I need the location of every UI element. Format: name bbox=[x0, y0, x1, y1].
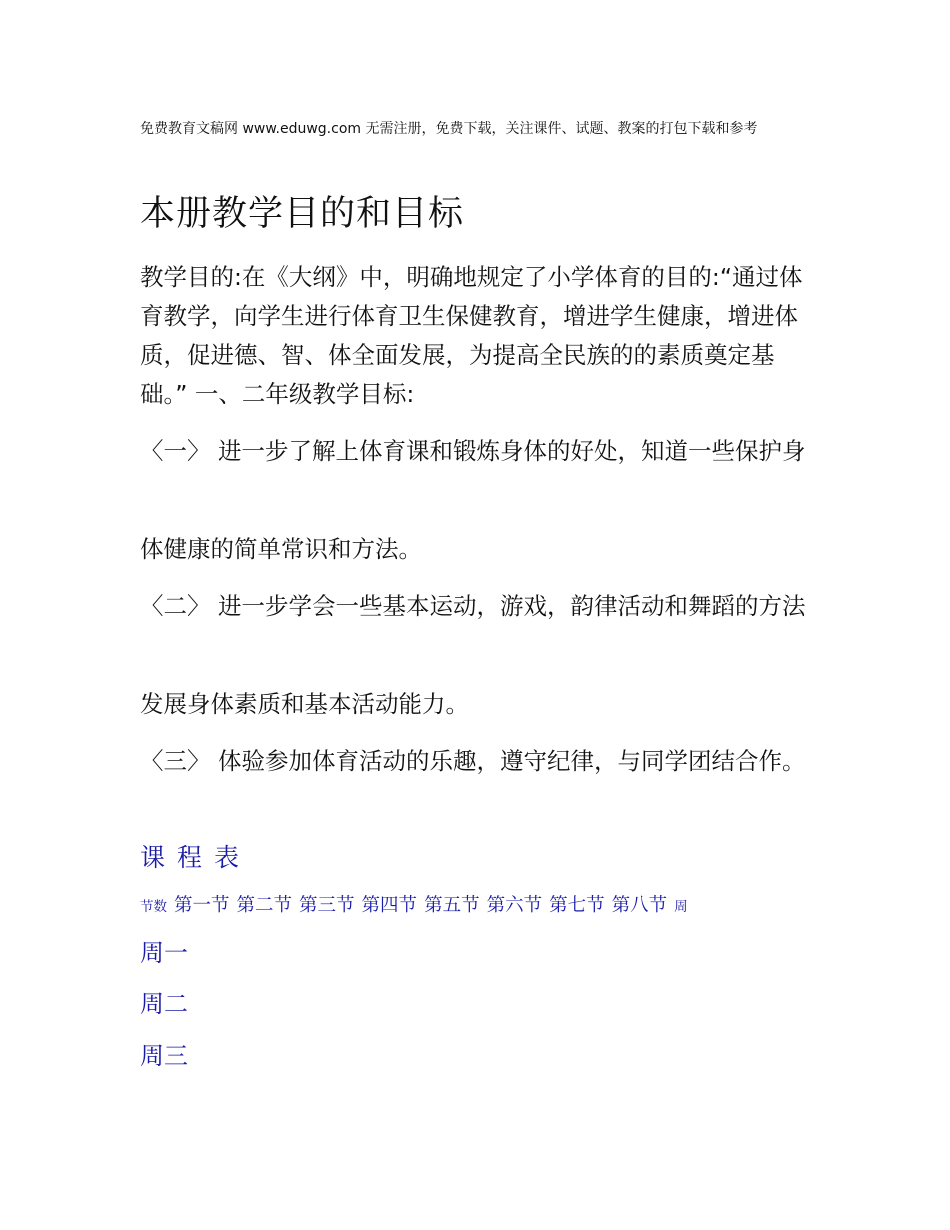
period-header: 第七节 bbox=[549, 895, 605, 916]
schedule-title-char: 程 bbox=[177, 843, 203, 872]
header-note: 免费教育文稿网 www.eduwg.com 无需注册，免费下载，关注课件、试题、教案的打包下载和参考 bbox=[140, 121, 758, 137]
schedule-day-row: 周二 bbox=[140, 990, 188, 1018]
period-header: 第一节 bbox=[174, 895, 230, 916]
period-header: 第三节 bbox=[299, 895, 355, 916]
goal-1: 〈一〉 进一步了解上体育课和锻炼身体的好处，知道一些保护身 bbox=[140, 437, 806, 465]
period-header: 第八节 bbox=[611, 895, 668, 916]
period-header: 第六节 bbox=[486, 895, 543, 916]
corner-label-week: 周 bbox=[674, 899, 688, 915]
schedule-day-row: 周三 bbox=[140, 1042, 188, 1070]
document-title: 本册教学目的和目标 bbox=[140, 194, 465, 234]
corner-label-periods: 节数 bbox=[140, 899, 167, 915]
schedule-header-row bbox=[140, 892, 695, 921]
goal-2: 〈二〉 进一步学会一些基本运动，游戏，韵律活动和舞蹈的方法 bbox=[140, 592, 806, 620]
intro-paragraph: 教学目的:在《大纲》中，明确地规定了小学体育的目的:“通过体育教学，向学生进行体育卫生保健教育，增进学生健康，增进体质，促进德、智、体全面发展，为提高全民族的的素质奠定基础。” 一、二年级教学目标: bbox=[140, 263, 803, 408]
schedule-title-char: 课 bbox=[140, 843, 166, 872]
goal-1-continuation: 体健康的简单常识和方法。 bbox=[140, 535, 422, 563]
schedule-title bbox=[140, 838, 251, 878]
goal-3: 〈三〉 体验参加体育活动的乐趣，遵守纪律，与同学团结合作。 bbox=[140, 747, 806, 775]
period-header: 第二节 bbox=[236, 895, 293, 916]
period-header: 第四节 bbox=[361, 895, 418, 916]
goal-2-continuation: 发展身体素质和基本活动能力。 bbox=[140, 690, 469, 718]
schedule-title-char: 表 bbox=[214, 843, 240, 872]
period-header: 第五节 bbox=[424, 895, 480, 916]
schedule-day-row: 周一 bbox=[140, 939, 188, 967]
